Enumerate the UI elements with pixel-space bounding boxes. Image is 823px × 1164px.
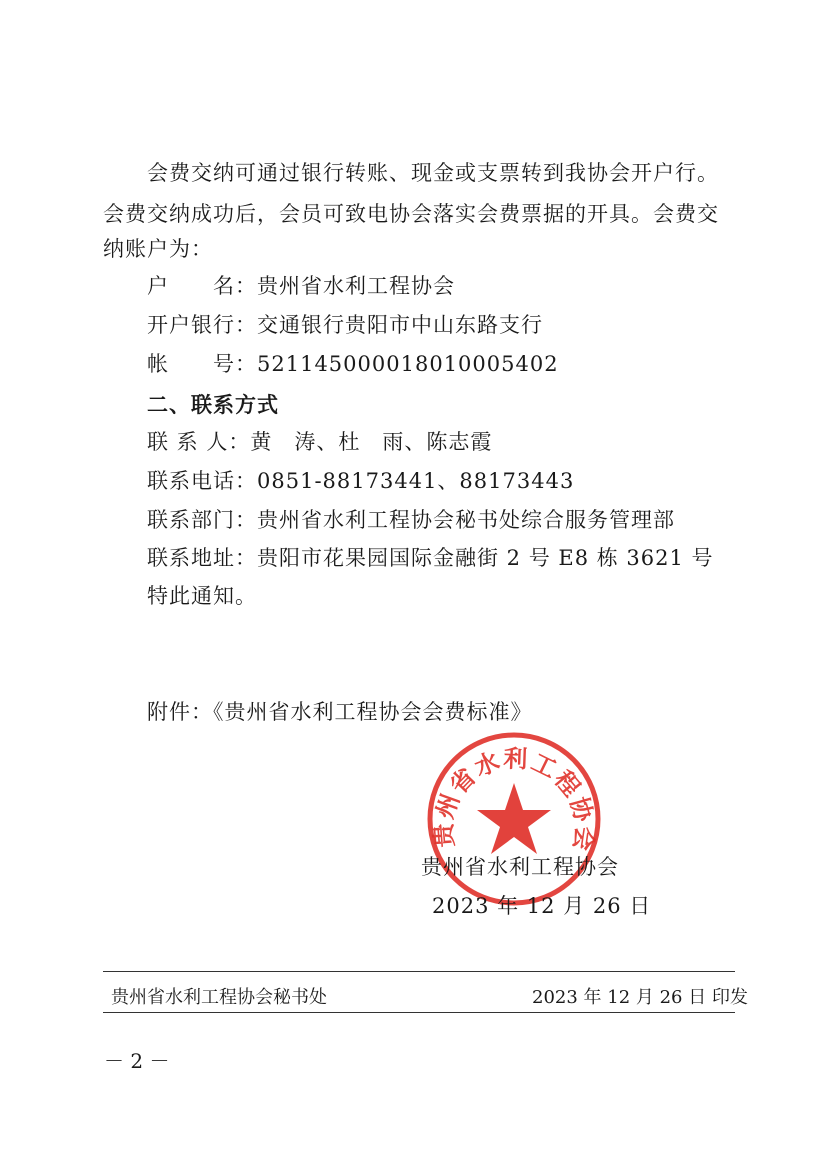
contact-address-row	[147, 543, 714, 573]
account-number-label: 帐 号：	[147, 352, 257, 376]
bank-value: 交通银行贵阳市中山东路支行	[257, 313, 543, 337]
account-name-value: 贵州省水利工程协会	[257, 274, 455, 298]
attachment-line: 附件：《贵州省水利工程协会会费标准》	[147, 700, 533, 724]
seal-text: 贵州省水利工程协会	[429, 744, 599, 855]
account-number-value: 521145000018010005402	[257, 352, 559, 376]
paragraph-line-1: 会费交纳可通过银行转账、现金或支票转到我协会开户行。	[147, 161, 719, 185]
closing-line: 特此通知。	[147, 584, 257, 608]
contact-dept-label: 联系部门：	[147, 508, 257, 532]
bank-row	[147, 310, 543, 340]
contact-address-label: 联系地址：	[147, 546, 257, 570]
contact-dept-row	[147, 505, 675, 535]
contact-phone-label: 联系电话：	[147, 469, 257, 493]
paragraph-line-2: 会费交纳成功后，会员可致电协会落实会费票据的开具。会费交	[103, 202, 719, 226]
paragraph-line-3: 纳账户为：	[103, 237, 213, 261]
account-name-label: 户 名：	[147, 274, 257, 298]
footer-bottom-rule	[103, 1012, 735, 1013]
footer-issue-date: 2023 年 12 月 26 日 印发	[532, 987, 748, 1008]
account-name-row	[147, 271, 455, 301]
account-number-row	[147, 349, 559, 379]
contact-phone-value: 0851-88173441、88173443	[257, 469, 575, 493]
signature-date: 2023 年 12 月 26 日	[432, 894, 652, 918]
bank-label: 开户银行：	[147, 313, 257, 337]
contact-phone-row	[147, 466, 574, 496]
contact-person-row	[147, 427, 492, 457]
page-number: － 2 －	[104, 1049, 170, 1073]
contact-address-value: 贵阳市花果园国际金融街 2 号 E8 栋 3621 号	[257, 546, 714, 570]
section-heading: 二、联系方式	[147, 392, 279, 417]
contact-dept-value: 贵州省水利工程协会秘书处综合服务管理部	[257, 508, 675, 532]
contact-person-value: 黄 涛、杜 雨、陈志霞	[250, 430, 493, 454]
footer-top-rule	[103, 971, 735, 972]
contact-person-label: 联 系 人：	[147, 430, 251, 454]
footer-issuer: 贵州省水利工程协会秘书处	[111, 987, 327, 1008]
signature-org: 贵州省水利工程协会	[421, 855, 619, 879]
